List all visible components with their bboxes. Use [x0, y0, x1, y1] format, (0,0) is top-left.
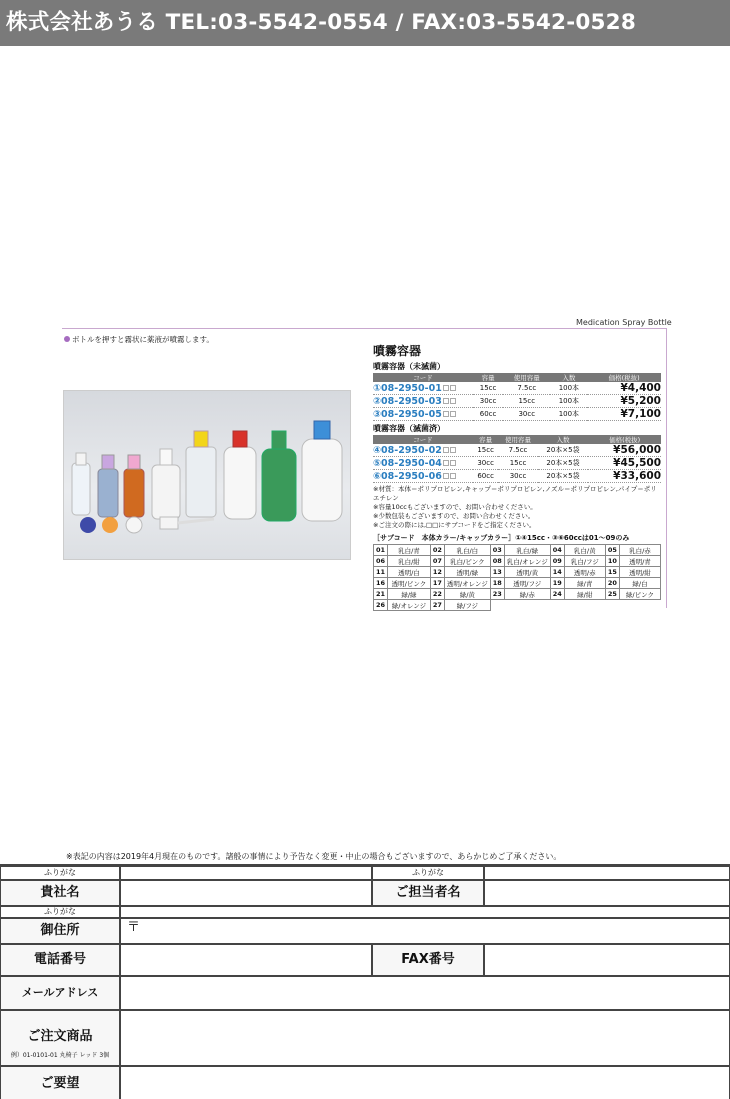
subcode-number: 14 — [550, 567, 564, 578]
product-title: 噴霧容器 — [373, 344, 422, 358]
subcode-number: 08 — [490, 556, 504, 567]
subcode-color: 乳白/白 — [444, 545, 490, 556]
subcode-color: 透明/オレンジ — [444, 578, 490, 589]
subcode-number: 21 — [374, 589, 388, 600]
divider — [666, 328, 667, 608]
postal-mark: 〒 — [127, 920, 141, 935]
subcode-color: 透明/青 — [619, 556, 660, 567]
feature-bullet: ボトルを押すと霧状に薬液が噴霧します。 — [64, 334, 214, 345]
section-title-unsterile: 噴霧容器（未滅菌） — [373, 362, 445, 371]
order-input[interactable] — [120, 1010, 730, 1066]
subcode-color: 乳白/ピンク — [444, 556, 490, 567]
subcode-color: 緑/紺 — [564, 589, 605, 600]
subcode-number: 24 — [550, 589, 564, 600]
fax-input[interactable] — [484, 944, 730, 976]
table-row: ①08-2950-01 15cc 7.5cc 100本 ¥4,400 — [373, 382, 661, 394]
subcode-color: 緑/フジ — [444, 600, 490, 611]
subcode-color: 透明/緑 — [444, 567, 490, 578]
subcode-color: 乳白/緑 — [504, 545, 550, 556]
subcode-number: 03 — [490, 545, 504, 556]
subcode-number: 25 — [605, 589, 619, 600]
subcode-number: 06 — [374, 556, 388, 567]
disclaimer: ※表記の内容は2019年4月現在のものです。諸般の事情により予告なく変更・中止の場合もございますので、あらかじめご了承ください。 — [66, 852, 562, 861]
subcode-number: 11 — [374, 567, 388, 578]
table-row: ⑤08-2950-04 30cc 15cc 20本×5袋 ¥45,500 — [373, 457, 661, 469]
subcode-color: 乳白/オレンジ — [504, 556, 550, 567]
email-label: メールアドレス — [0, 976, 120, 1010]
subcode-number: 19 — [550, 578, 564, 589]
product-code: 08-2950-02 — [381, 444, 442, 456]
subcode-color: 乳白/青 — [388, 545, 431, 556]
subcode-number: 20 — [605, 578, 619, 589]
subcode-color: 乳白/紺 — [388, 556, 431, 567]
spec-panel — [373, 342, 661, 611]
subcode-row — [374, 600, 661, 611]
price: ¥7,100 — [587, 408, 661, 421]
section-title-sterile: 噴霧容器（滅菌済） — [373, 424, 445, 433]
subcode-number: 13 — [490, 567, 504, 578]
contact-label: ご担当者名 — [372, 880, 484, 906]
address-label: 御住所 — [0, 918, 120, 944]
column-header: 使用容量 — [503, 373, 550, 382]
subcode-number: 01 — [374, 545, 388, 556]
product-code: 08-2950-06 — [381, 470, 442, 482]
table-row: ③08-2950-05 60cc 30cc 100本 ¥7,100 — [373, 408, 661, 420]
address-input[interactable] — [120, 918, 730, 944]
email-input[interactable] — [120, 976, 730, 1010]
price: ¥33,600 — [588, 470, 661, 483]
price-table-unsterile — [373, 373, 661, 421]
order-label-cell — [0, 1010, 120, 1066]
subcode-number: 09 — [550, 556, 564, 567]
furigana-company-input[interactable] — [120, 866, 372, 880]
subcode-number: 15 — [605, 567, 619, 578]
header-banner: 株式会社あうる TEL:03-5542-0554 / FAX:03-5542-0528 — [0, 0, 730, 46]
subcode-color: 乳白/フジ — [564, 556, 605, 567]
furigana-contact-input[interactable] — [484, 866, 730, 880]
subcode-row — [374, 578, 661, 589]
subcode-row — [374, 556, 661, 567]
notes: ※材質：本体＝ポリプロピレン,キャップ＝ポリプロピレン,ノズル＝ポリプロピレン,パイプ＝ポリエチレン ※容量10ccもございますので、お問い合わせください。 ※少数包装もございますので、お問い合わせください。 ※ご注文の際には,□□にサブコードをご指定ください。 — [373, 485, 657, 529]
subcode-number: 04 — [550, 545, 564, 556]
price-table-sterile — [373, 435, 661, 483]
order-label: ご注文商品 — [27, 1029, 93, 1044]
subcode-color: 緑/赤 — [504, 589, 550, 600]
table-row: ⑥08-2950-06 60cc 30cc 20本×5袋 ¥33,600 — [373, 470, 661, 482]
price: ¥56,000 — [588, 444, 661, 457]
subcode-color: 緑/白 — [619, 578, 660, 589]
subcode-number: 16 — [374, 578, 388, 589]
column-header: 入数 — [550, 373, 587, 382]
subcode-number: 26 — [374, 600, 388, 611]
company-label: 貴社名 — [0, 880, 120, 906]
product-code: 08-2950-04 — [381, 457, 442, 469]
product-code: 08-2950-05 — [381, 408, 442, 420]
furigana-label: ふりがな — [372, 866, 484, 880]
product-code: 08-2950-01 — [381, 382, 442, 394]
price: ¥45,500 — [588, 457, 661, 470]
table-row: ④08-2950-02 15cc 7.5cc 20本×5袋 ¥56,000 — [373, 444, 661, 456]
subcode-number: 22 — [430, 589, 444, 600]
subcode-number: 27 — [430, 600, 444, 611]
price: ¥4,400 — [587, 382, 661, 395]
subcode-color: 緑/青 — [564, 578, 605, 589]
order-form — [0, 864, 730, 1099]
company-input[interactable] — [120, 880, 372, 906]
column-header: コード — [373, 373, 473, 382]
contact-input[interactable] — [484, 880, 730, 906]
subcode-color: 透明/黄 — [504, 567, 550, 578]
product-code: 08-2950-03 — [381, 395, 442, 407]
subcode-number: 07 — [430, 556, 444, 567]
subcode-color: 緑/オレンジ — [388, 600, 431, 611]
furigana-label: ふりがな — [0, 906, 120, 918]
subcode-number: 18 — [490, 578, 504, 589]
subcode-color: 透明/赤 — [564, 567, 605, 578]
request-label: ご要望 — [0, 1066, 120, 1099]
subcode-color: 透明/ピンク — [388, 578, 431, 589]
column-header: 容量 — [473, 435, 498, 444]
subcode-color: 乳白/赤 — [619, 545, 660, 556]
order-example: 例）01-0101-01 丸椅子 レッド 3個 — [10, 1052, 110, 1059]
subcode-color: 乳白/黄 — [564, 545, 605, 556]
divider — [62, 328, 667, 329]
subcode-row — [374, 567, 661, 578]
product-photo — [63, 390, 351, 560]
column-header: 入数 — [538, 435, 589, 444]
subcode-title: ［サブコード 本体カラー/キャップカラー］①④15cc・③⑥60ccは01～09のみ — [373, 534, 630, 542]
subcode-number: 10 — [605, 556, 619, 567]
bullet-icon — [64, 336, 70, 342]
subcode-number: 05 — [605, 545, 619, 556]
column-header: コード — [373, 435, 473, 444]
price: ¥5,200 — [587, 395, 661, 408]
phone-label: 電話番号 — [0, 944, 120, 976]
subcode-color: 緑/緑 — [388, 589, 431, 600]
furigana-label: ふりがな — [0, 866, 120, 880]
request-input[interactable] — [120, 1066, 730, 1099]
column-header: 価格(税抜) — [588, 435, 661, 444]
fax-label: FAX番号 — [372, 944, 484, 976]
column-header: 価格(税抜) — [587, 373, 661, 382]
subcode-number: 12 — [430, 567, 444, 578]
furigana-address-input[interactable] — [120, 906, 730, 918]
spray-bottles-illustration — [64, 391, 351, 560]
subcode-table — [373, 544, 661, 611]
subcode-number: 02 — [430, 545, 444, 556]
subcode-number: 17 — [430, 578, 444, 589]
subcode-color: 透明/白 — [388, 567, 431, 578]
subcode-color: 透明/フジ — [504, 578, 550, 589]
subcode-row — [374, 589, 661, 600]
category-label: Medication Spray Bottle — [576, 318, 672, 327]
subcode-row — [374, 545, 661, 556]
subcode-color: 緑/ピンク — [619, 589, 660, 600]
subcode-number: 23 — [490, 589, 504, 600]
column-header: 容量 — [473, 373, 503, 382]
phone-input[interactable] — [120, 944, 372, 976]
subcode-color: 透明/紺 — [619, 567, 660, 578]
column-header: 使用容量 — [498, 435, 538, 444]
subcode-color: 緑/黄 — [444, 589, 490, 600]
table-row: ②08-2950-03 30cc 15cc 100本 ¥5,200 — [373, 395, 661, 407]
